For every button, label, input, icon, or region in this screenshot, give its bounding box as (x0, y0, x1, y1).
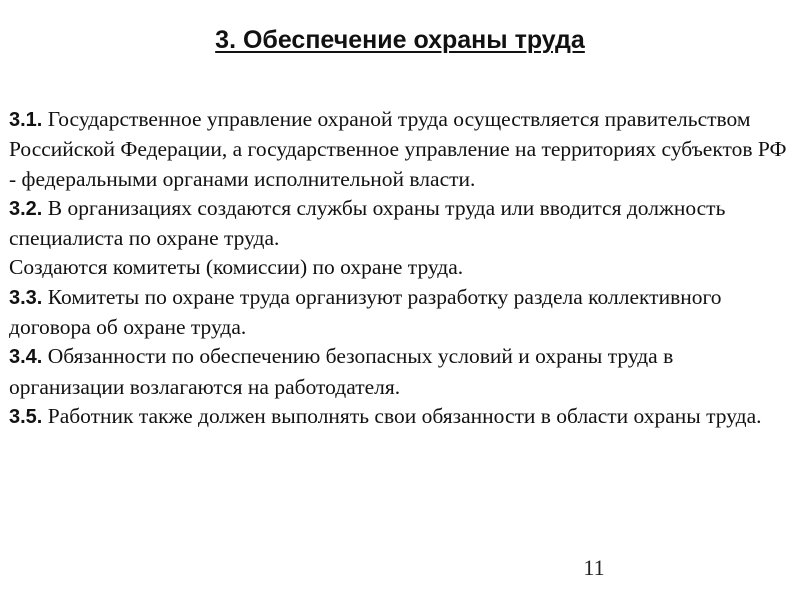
slide-title-text: 3. Обеспечение охраны труда (215, 26, 585, 54)
paragraph-number: 3.3. (9, 286, 43, 309)
paragraph-number: 3.1. (9, 109, 43, 131)
paragraph-text: Комитеты по охране труда организуют разработку раздела коллективного договора об охране труда. (9, 284, 722, 340)
paragraph-3-3 (9, 283, 791, 343)
paragraph-text: Обязанности по обеспечению безопасных условий и охраны труда в организации возлагаются на работодателя. (9, 344, 674, 399)
paragraph-number: 3.2. (9, 197, 43, 220)
paragraph-number: 3.5. (9, 405, 43, 428)
slide-title (0, 24, 800, 56)
paragraph-text: В организациях создаются службы охраны труда или вводится должность специалиста по охране труда. (9, 195, 726, 251)
paragraph-3-2-continued (9, 253, 791, 282)
page-number: 11 (583, 555, 605, 580)
paragraph-text: Создаются комитеты (комиссии) по охране труда. (9, 255, 464, 280)
paragraph-3-1 (9, 105, 791, 194)
paragraph-text: Государственное управление охраной труда осуществляется правительством Российской Федерации, а государственное управление на территориях субъектов РФ - федеральными органами исполнительной власти. (9, 107, 787, 191)
paragraph-text: Работник также должен выполнять свои обязанности в области охраны труда. (42, 403, 762, 428)
slide-body (9, 105, 791, 432)
paragraph-3-4 (9, 342, 791, 402)
paragraph-number: 3.4. (9, 346, 43, 369)
paragraph-3-2 (9, 194, 791, 254)
paragraph-3-5 (9, 402, 791, 432)
